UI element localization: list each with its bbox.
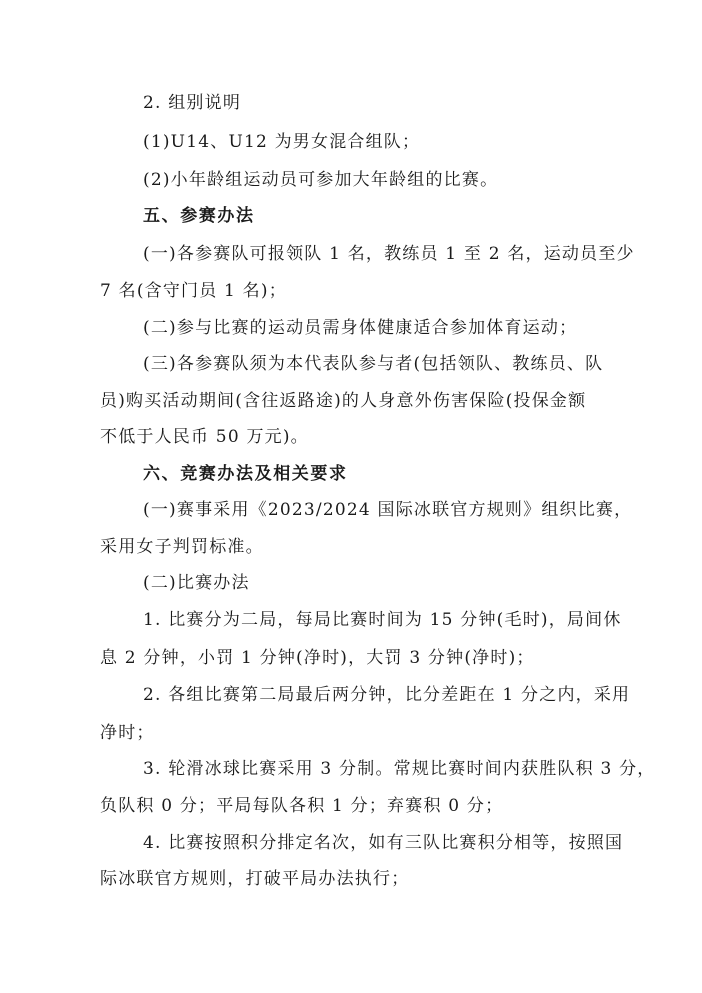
paragraph-line: 负队积 0 分；平局每队各积 1 分；弃赛积 0 分； bbox=[100, 796, 504, 816]
paragraph-line: 4. 比赛按照积分排定名次，如有三队比赛积分相等，按照国 bbox=[143, 833, 624, 853]
paragraph-line: 净时； bbox=[100, 723, 155, 743]
section-heading-5: 五、参赛办法 bbox=[143, 206, 255, 226]
section-heading-6: 六、竞赛办法及相关要求 bbox=[143, 464, 348, 484]
paragraph-line: 3. 轮滑冰球比赛采用 3 分制。常规比赛时间内获胜队积 3 分， bbox=[143, 759, 656, 779]
paragraph-line: 不低于人民币 50 万元)。 bbox=[100, 427, 309, 447]
paragraph-line: (三)各参赛队须为本代表队参与者(包括领队、教练员、队 bbox=[143, 354, 604, 374]
paragraph-line: (一)赛事采用《2023/2024 国际冰联官方规则》组织比赛， bbox=[143, 500, 633, 520]
paragraph-line: (2)小年龄组运动员可参加大年龄组的比赛。 bbox=[143, 170, 499, 190]
paragraph-line: 际冰联官方规则，打破平局办法执行； bbox=[100, 869, 410, 889]
paragraph-line: 员)购买活动期间(含往返路途)的人身意外伤害保险(投保金额 bbox=[100, 391, 587, 411]
paragraph-line: (一)各参赛队可报领队 1 名，教练员 1 至 2 名，运动员至少 bbox=[143, 244, 635, 264]
paragraph-line: 7 名(含守门员 1 名)； bbox=[100, 281, 287, 301]
paragraph-line: (二)参与比赛的运动员需身体健康适合参加体育运动； bbox=[143, 318, 578, 338]
paragraph-line: (二)比赛办法 bbox=[143, 573, 250, 593]
paragraph-line: 采用女子判罚标准。 bbox=[100, 537, 264, 557]
paragraph-line: 1. 比赛分为二局，每局比赛时间为 15 分钟(毛时)，局间休 bbox=[143, 610, 622, 630]
paragraph-line: (1)U14、U12 为男女混合组队； bbox=[143, 132, 421, 152]
section-2-title: 2. 组别说明 bbox=[143, 93, 242, 113]
paragraph-line: 息 2 分钟，小罚 1 分钟(净时)，大罚 3 分钟(净时)； bbox=[100, 648, 535, 668]
paragraph-line: 2. 各组比赛第二局最后两分钟，比分差距在 1 分之内，采用 bbox=[143, 685, 631, 705]
